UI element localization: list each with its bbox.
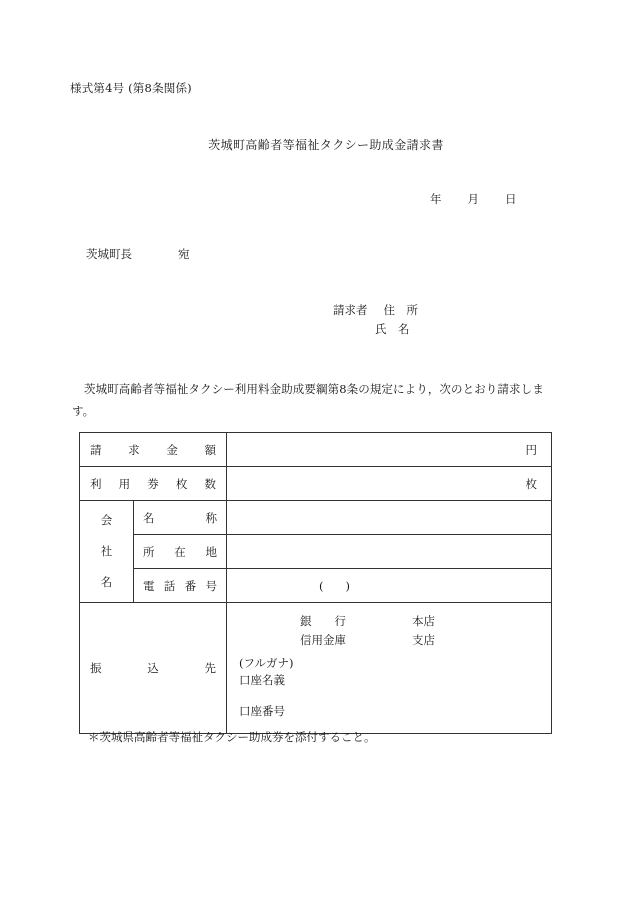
amount-label-char-2: 金 [166, 442, 178, 457]
head-office-word: 本店 [412, 614, 435, 628]
company-name-label-char-0: 名 [143, 510, 155, 525]
account-number-label: 口座番号 [239, 704, 285, 718]
form-number: 様式第4号 (第8条関係) [70, 81, 192, 95]
company-address-label-char-2: 地 [205, 544, 217, 559]
table-row-transfer [80, 603, 552, 734]
company-label-cell [80, 501, 134, 603]
account-name-block [239, 655, 294, 689]
account-name-label: 口座名義 [239, 673, 285, 687]
company-tel-label-cell [134, 569, 227, 603]
tickets-value-cell[interactable] [227, 467, 552, 501]
transfer-label-char-2: 先 [204, 661, 216, 675]
table-row-tickets [80, 467, 552, 501]
claimant-name-row [333, 320, 418, 339]
company-address-label-char-0: 所 [143, 544, 155, 559]
table-row-company-address [80, 535, 552, 569]
company-address-label-char-1: 在 [174, 544, 186, 559]
date-month-label: 月 [467, 192, 479, 206]
transfer-label-char-0: 振 [90, 661, 102, 675]
company-tel-label-char-0: 電 [143, 578, 155, 593]
tickets-unit: 枚 [525, 476, 537, 491]
company-name-label-char-1: 称 [205, 510, 217, 525]
company-tel-label-char-2: 番 [184, 578, 197, 593]
page-title-text: 茨城町高齢者等福祉タクシー助成金請求書 [208, 138, 444, 152]
amount-unit: 円 [525, 442, 537, 457]
company-tel-value-cell[interactable] [227, 569, 552, 603]
company-label-char-2: 名 [100, 575, 113, 589]
amount-label-char-1: 求 [128, 442, 140, 457]
amount-label-cell [80, 433, 227, 467]
tickets-label-char-4: 数 [204, 476, 216, 491]
transfer-details-cell[interactable] [227, 603, 552, 734]
bank-line [300, 612, 435, 631]
furigana-label: (フルガナ) [239, 656, 294, 670]
amount-label-char-3: 額 [204, 442, 216, 457]
shinkin-word: 信用金庫 [300, 633, 346, 647]
table-row-company-tel [80, 569, 552, 603]
date-line [430, 191, 517, 207]
company-address-label-cell [134, 535, 227, 569]
tickets-label-char-2: 券 [147, 476, 159, 491]
page-title [0, 136, 630, 153]
company-name-value-cell[interactable] [227, 501, 552, 535]
table-row-amount [80, 433, 552, 467]
table-row-company-name [80, 501, 552, 535]
footnote: ＊茨城県高齢者等福祉タクシー助成券を添付すること。 [88, 730, 376, 744]
transfer-label-cell [80, 603, 227, 734]
company-label-char-1: 社 [100, 544, 113, 558]
branch-office-word: 支店 [412, 633, 435, 647]
addressee-name: 茨城町長 [86, 247, 132, 261]
transfer-label-char-1: 込 [147, 661, 159, 675]
company-label-char-0: 会 [100, 513, 113, 527]
tickets-label-cell [80, 467, 227, 501]
tickets-label-char-3: 枚 [175, 476, 188, 491]
bank-word: 銀 行 [300, 614, 346, 628]
body-paragraph: 茨城町高齢者等福祉タクシー利用料金助成要綱第8条の規定により，次のとおり請求します。 [72, 382, 544, 418]
addressee-line [86, 246, 190, 262]
claimant-label: 請求者 [333, 303, 368, 317]
tel-paren-close: ) [345, 578, 350, 593]
shinkin-line [300, 631, 435, 650]
amount-value-cell[interactable] [227, 433, 552, 467]
bank-kind-block [300, 612, 435, 650]
company-address-value-cell[interactable] [227, 535, 552, 569]
claimant-address-row [333, 301, 418, 320]
company-tel-label-char-1: 話 [163, 578, 176, 593]
claimant-name-label: 氏 名 [375, 322, 410, 336]
date-year-label: 年 [430, 192, 442, 206]
amount-label-char-0: 請 [90, 442, 102, 457]
date-day-label: 日 [505, 192, 517, 206]
tel-paren-open: ( [319, 578, 324, 593]
company-tel-label-char-3: 号 [205, 578, 217, 593]
company-name-label-cell [134, 501, 227, 535]
claimant-address-label: 住 所 [383, 303, 418, 317]
tel-parentheses [227, 579, 350, 593]
tickets-label-char-1: 用 [118, 476, 131, 491]
claimant-block [333, 301, 418, 339]
addressee-suffix: 宛 [178, 247, 190, 261]
tickets-label-char-0: 利 [90, 476, 102, 491]
claim-form-table [79, 432, 552, 734]
